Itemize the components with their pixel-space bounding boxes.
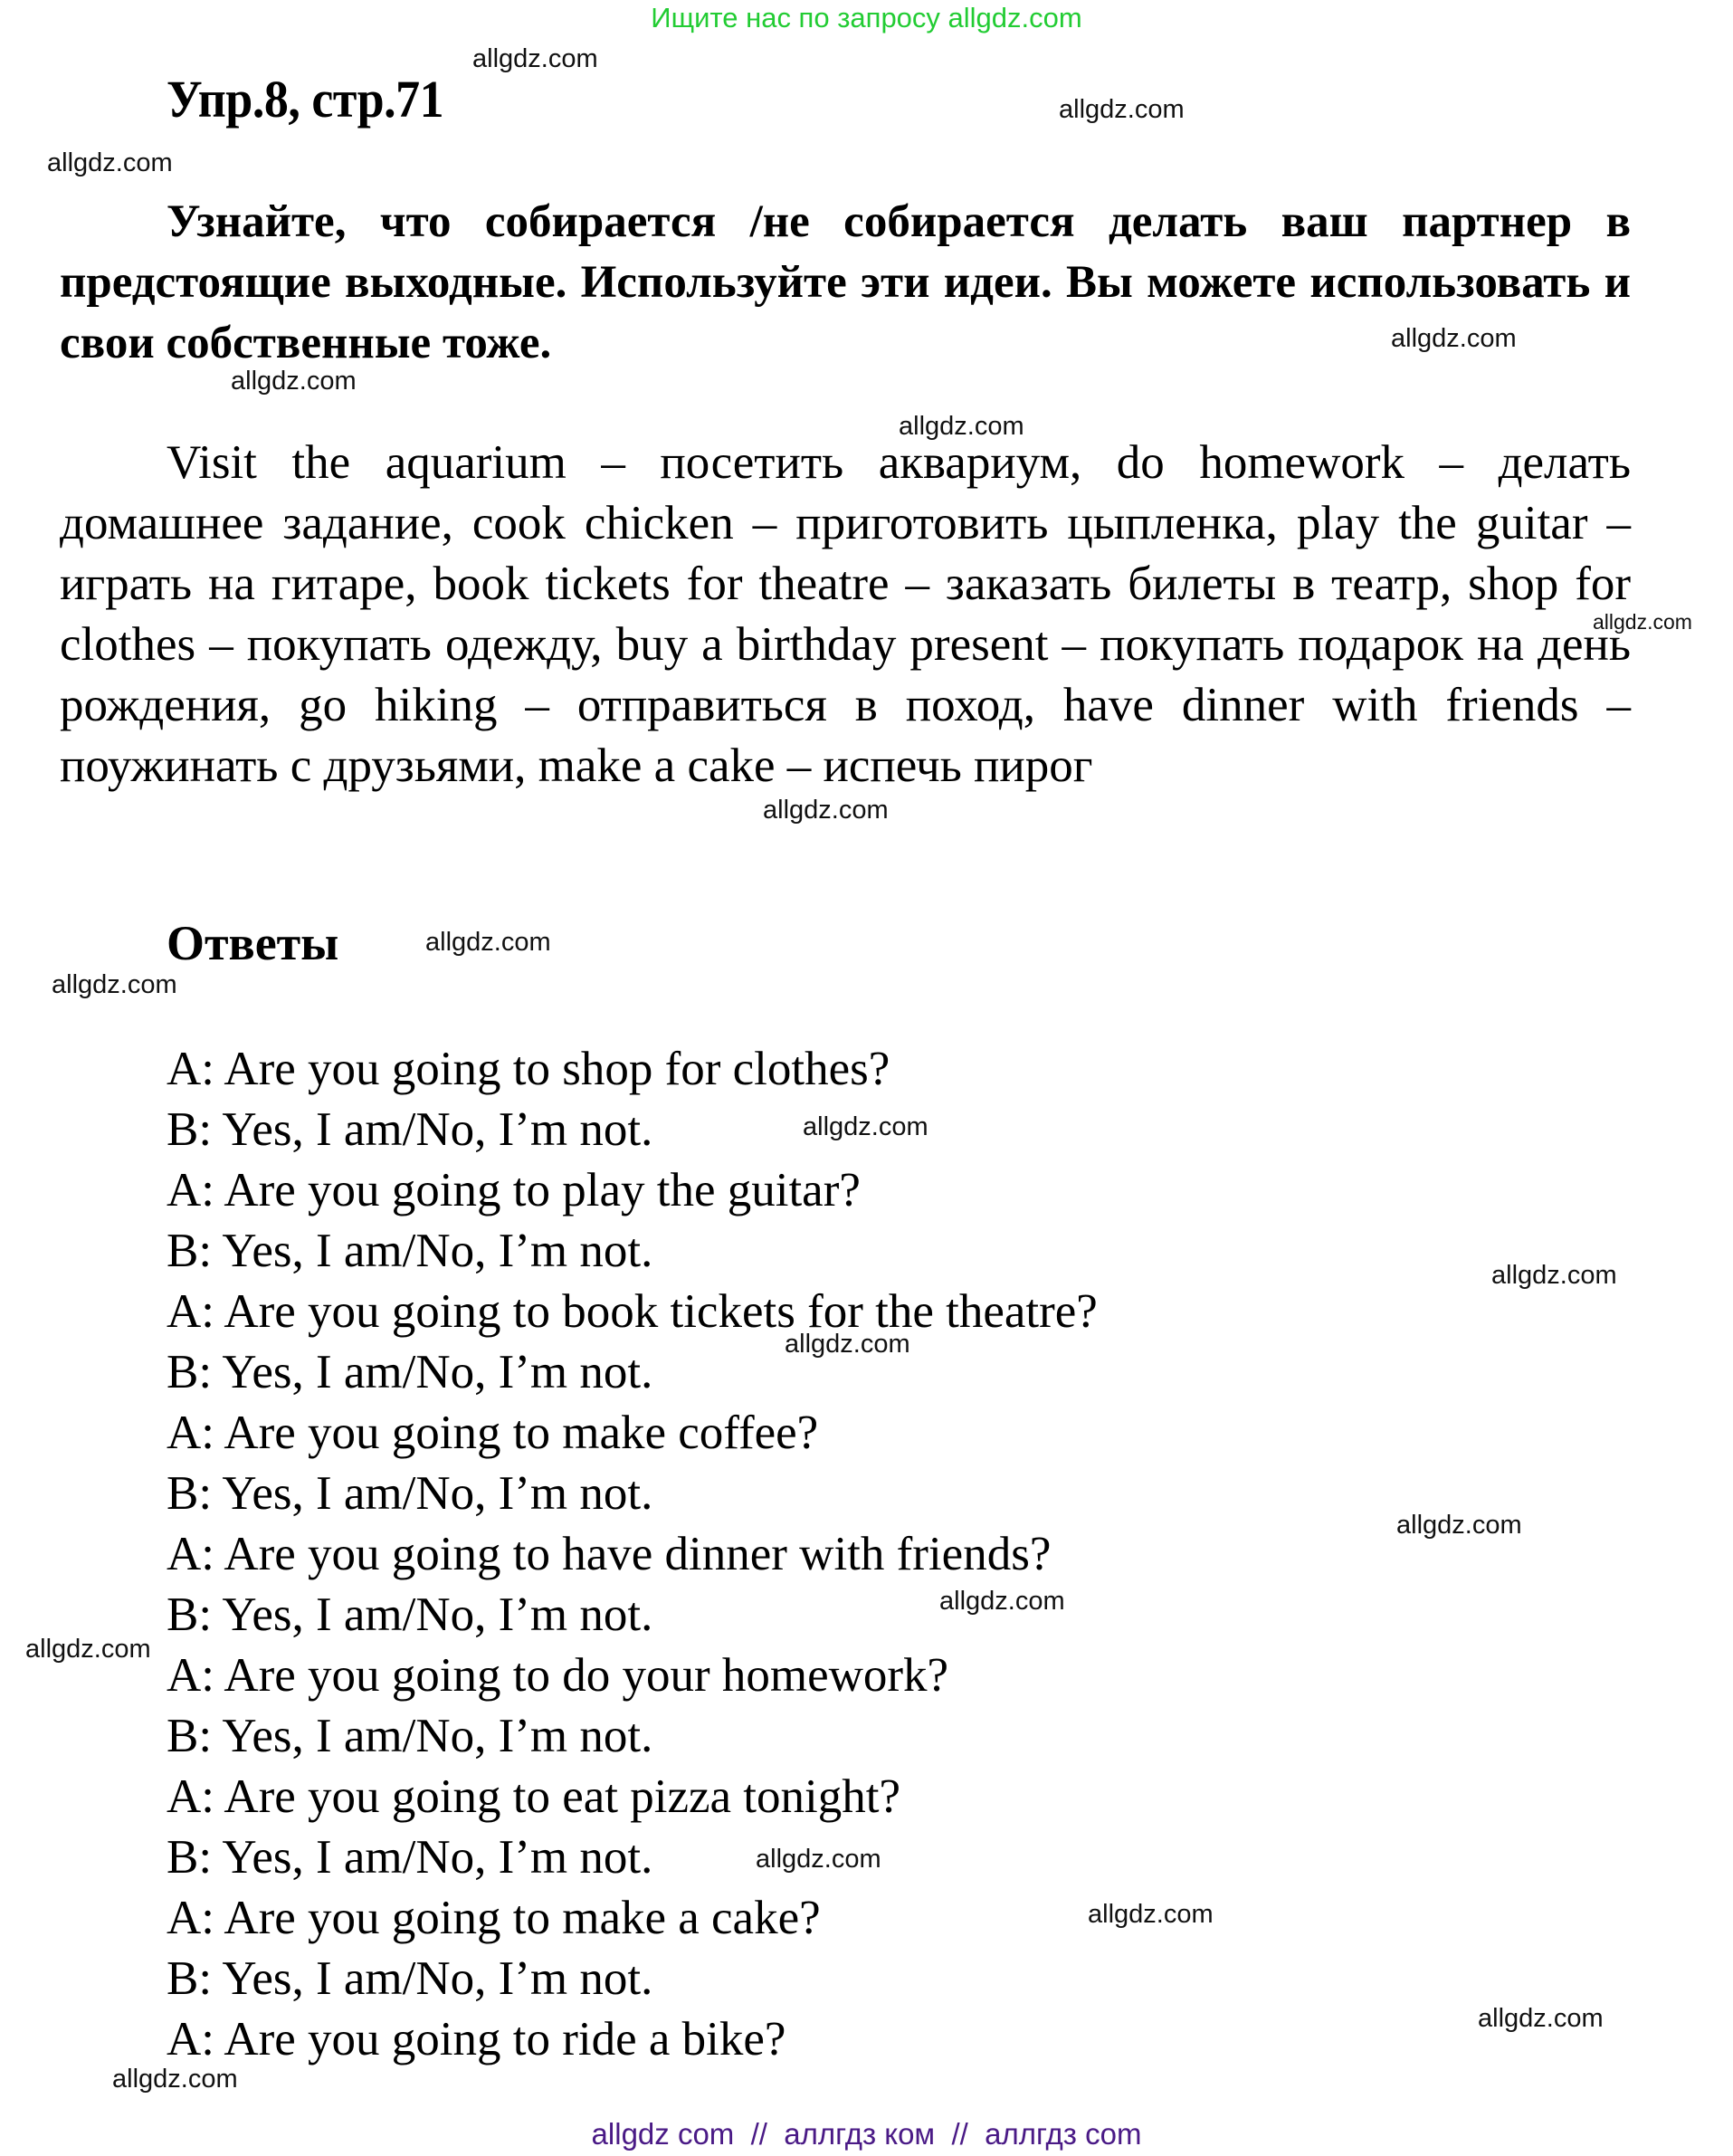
answer-line: A: Are you going to eat pizza tonight? bbox=[167, 1770, 900, 1823]
answer-line: A: Are you going to make a cake? bbox=[167, 1892, 821, 1944]
watermark: allgdz.com bbox=[1059, 95, 1185, 124]
watermark: allgdz.com bbox=[52, 970, 177, 999]
answer-line: A: Are you going to play the guitar? bbox=[167, 1164, 861, 1216]
footer-watermark: allgdz com // аллгдз ком // аллгдз com bbox=[591, 2117, 1142, 2151]
watermark: allgdz.com bbox=[785, 1330, 910, 1359]
watermark: allgdz.com bbox=[803, 1112, 928, 1141]
exercise-ideas: Visit the aquarium – посетить аквариум, do homework – делать домашнее задание, cook chicken – приготовить цыпленка, play the guitar – играть на гитаре, book tickets for theatre – заказать билеты в театр, shop for clothes – покупать одежду, buy a birthday present – покупать подарок на день рождения, go hiking – отправиться в поход, have dinner with friends – поужинать с друзьями, make a cake – испечь пирог bbox=[60, 436, 1631, 792]
answer-line: B: Yes, I am/No, I’m not. bbox=[167, 1831, 653, 1884]
watermark: allgdz.com bbox=[425, 928, 551, 957]
answers-heading: Ответы bbox=[167, 916, 339, 970]
answer-line: B: Yes, I am/No, I’m not. bbox=[167, 1952, 653, 2005]
top-banner: Ищите нас по запросу allgdz.com bbox=[651, 2, 1082, 33]
watermark: allgdz.com bbox=[899, 412, 1024, 441]
answer-line: B: Yes, I am/No, I’m not. bbox=[167, 1588, 653, 1641]
answer-line: A: Are you going to make coffee? bbox=[167, 1407, 819, 1459]
watermark: allgdz.com bbox=[1478, 2004, 1604, 2033]
watermark: allgdz.com bbox=[1491, 1261, 1617, 1290]
answer-line: B: Yes, I am/No, I’m not. bbox=[167, 1467, 653, 1520]
watermark: allgdz.com bbox=[231, 367, 357, 396]
answer-line: B: Yes, I am/No, I’m not. bbox=[167, 1225, 653, 1277]
exercise-title: Упр.8, стр.71 bbox=[167, 70, 444, 129]
answer-line: B: Yes, I am/No, I’m not. bbox=[167, 1710, 653, 1762]
watermark: allgdz.com bbox=[1391, 324, 1517, 353]
watermark: allgdz.com bbox=[1593, 610, 1692, 634]
answer-line: A: Are you going to shop for clothes? bbox=[167, 1043, 890, 1095]
answer-line: A: Are you going to do your homework? bbox=[167, 1649, 949, 1702]
answers-list bbox=[167, 1039, 1098, 2070]
watermark: allgdz.com bbox=[763, 796, 889, 825]
answer-line: A: Are you going to ride a bike? bbox=[167, 2013, 786, 2065]
answer-line: A: Are you going to have dinner with friends? bbox=[167, 1528, 1052, 1580]
answer-line: A: Are you going to book tickets for the theatre? bbox=[167, 1285, 1098, 1338]
watermark: allgdz.com bbox=[25, 1635, 151, 1664]
watermark: allgdz.com bbox=[1088, 1900, 1214, 1929]
watermark: allgdz.com bbox=[47, 148, 173, 177]
watermark: allgdz.com bbox=[939, 1587, 1065, 1616]
answer-line: B: Yes, I am/No, I’m not. bbox=[167, 1346, 653, 1398]
watermark: allgdz.com bbox=[756, 1845, 881, 1874]
watermark: allgdz.com bbox=[472, 44, 598, 73]
exercise-task: Узнайте, что собирается /не собирается делать ваш партнер в предстоящие выходные. Используйте эти идеи. Вы можете использовать и свои собственные тоже. bbox=[60, 196, 1631, 368]
answer-line: B: Yes, I am/No, I’m not. bbox=[167, 1103, 653, 1156]
watermark: allgdz.com bbox=[112, 2065, 238, 2094]
watermark: allgdz.com bbox=[1396, 1511, 1522, 1540]
